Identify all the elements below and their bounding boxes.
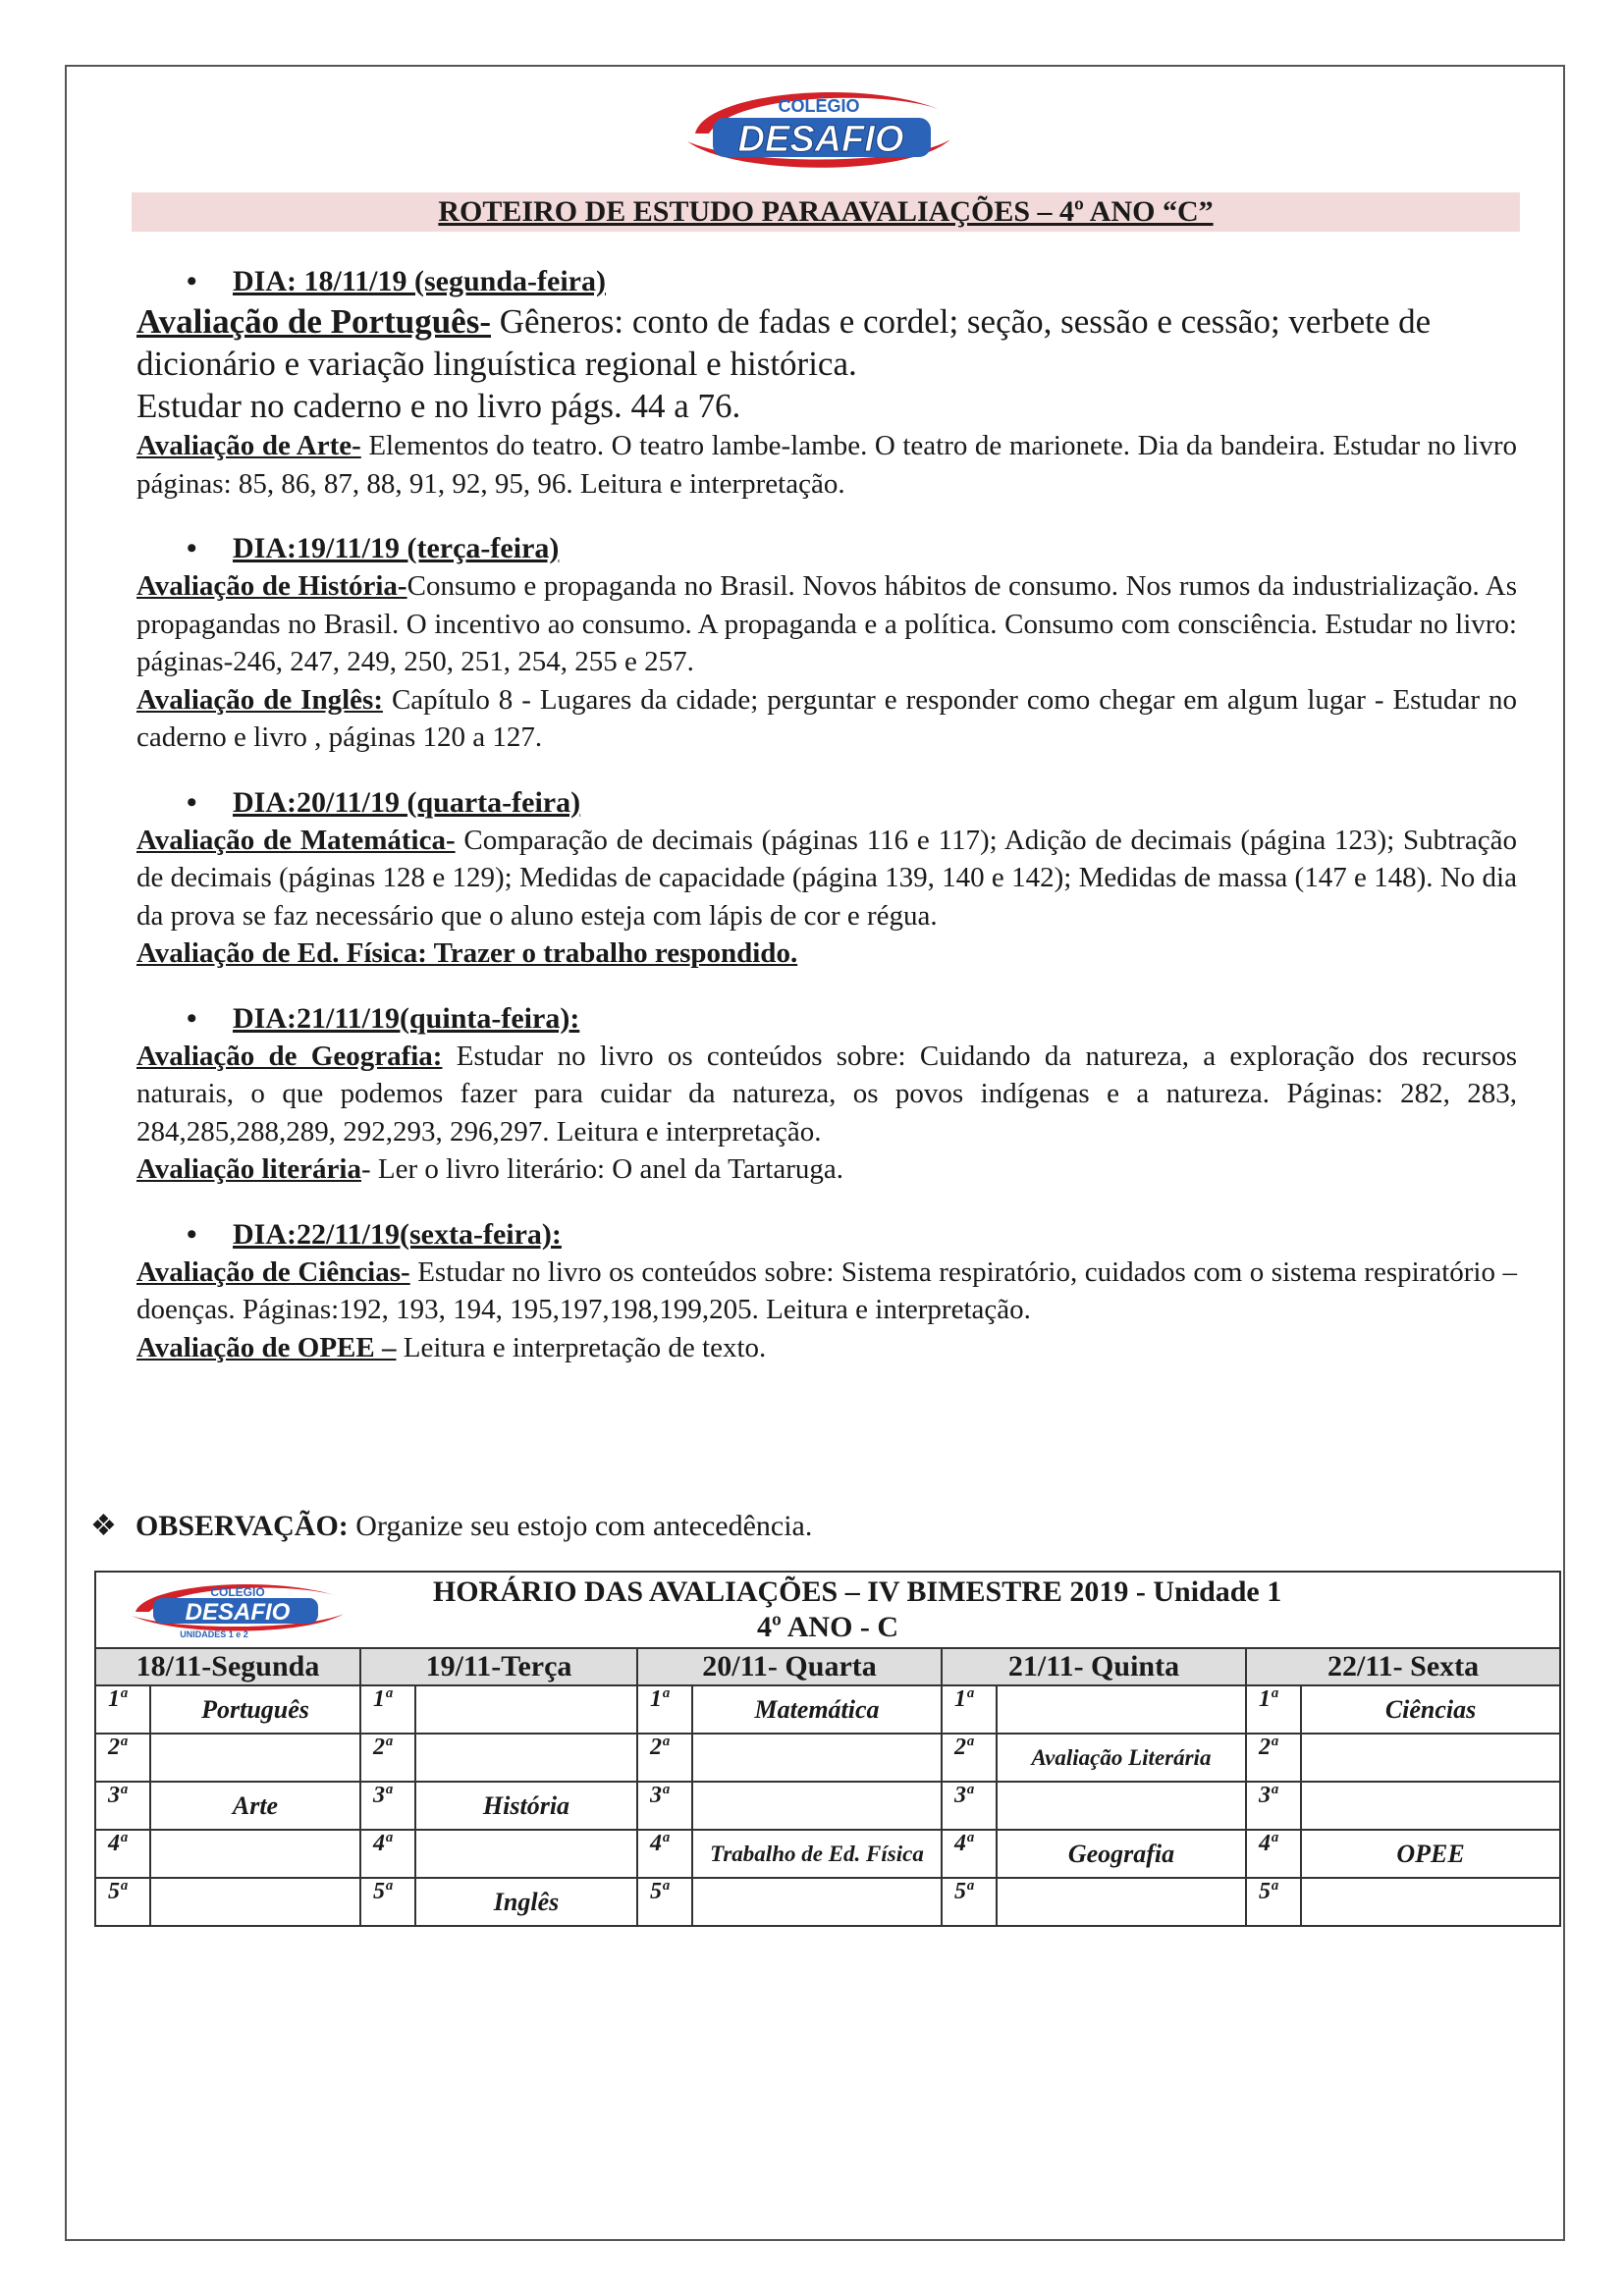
assessment-text: Leitura e interpretação de texto. bbox=[396, 1331, 767, 1363]
schedule-cell: História bbox=[415, 1782, 637, 1830]
schedule-cell: Português bbox=[150, 1685, 360, 1734]
schedule-cell bbox=[997, 1782, 1246, 1830]
assessment-subject: Avaliação de História- bbox=[136, 570, 407, 602]
assessment-item bbox=[136, 822, 1517, 935]
assessment-text: Consumo e propaganda no Brasil. Novos hábitos de consumo. Nos rumos da industrialização. As propagandas no Brasil. O incentivo ao consumo. A propaganda e a política. Consumo com consciência. Estudar no livro: páginas-246, 247, 249, 250, 251, 254, 255 e 257. bbox=[136, 570, 1517, 677]
slot-number: 2ª bbox=[942, 1734, 997, 1782]
slot-number: 2ª bbox=[637, 1734, 692, 1782]
logo-top-word: COLÉGIO bbox=[778, 96, 860, 116]
assessment-item bbox=[136, 1254, 1517, 1329]
schedule-row bbox=[95, 1830, 1560, 1878]
bullet-icon: • bbox=[187, 265, 197, 297]
slot-number: 5ª bbox=[942, 1878, 997, 1926]
schedule-cell bbox=[415, 1685, 637, 1734]
svg-text:COLÉGIO: COLÉGIO bbox=[210, 1585, 265, 1599]
schedule-day-header: 21/11- Quinta bbox=[942, 1648, 1246, 1685]
slot-number: 4ª bbox=[95, 1830, 150, 1878]
slot-number: 3ª bbox=[360, 1782, 415, 1830]
assessment-item bbox=[136, 567, 1517, 681]
schedule-cell bbox=[997, 1685, 1246, 1734]
bullet-icon: • bbox=[187, 1217, 197, 1251]
assessment-subject: Avaliação de Matemática- bbox=[136, 824, 456, 856]
slot-number: 2ª bbox=[1246, 1734, 1301, 1782]
schedule-cell bbox=[415, 1830, 637, 1878]
svg-text:DESAFIO: DESAFIO bbox=[185, 1599, 291, 1626]
schedule-cell bbox=[692, 1782, 942, 1830]
slot-number: 3ª bbox=[942, 1782, 997, 1830]
svg-text:UNIDADES 1 e 2: UNIDADES 1 e 2 bbox=[180, 1629, 248, 1639]
slot-number: 2ª bbox=[360, 1734, 415, 1782]
assessment-subject: Avaliação de Ed. Física: Trazer o trabalho respondido. bbox=[136, 937, 798, 969]
assessment-text: Estudar no livro os conteúdos sobre: Sistema respiratório, cuidados com o sistema respiratório – doenças. Páginas:192, 193, 194, 195,197,198,199,205. Leitura e interpretação. bbox=[136, 1255, 1517, 1325]
schedule-row bbox=[95, 1878, 1560, 1926]
schedule-day-header: 20/11- Quarta bbox=[637, 1648, 942, 1685]
slot-number: 1ª bbox=[942, 1685, 997, 1734]
schedule-cell bbox=[1301, 1782, 1560, 1830]
assessment-item bbox=[136, 300, 1517, 427]
assessment-subject: Avaliação de Português- bbox=[136, 302, 491, 341]
day-heading: • DIA:20/11/19 (quarta-feira) bbox=[136, 784, 1517, 822]
slot-number: 4ª bbox=[1246, 1830, 1301, 1878]
schedule-row bbox=[95, 1685, 1560, 1734]
assessment-item bbox=[136, 681, 1517, 757]
slot-number: 1ª bbox=[637, 1685, 692, 1734]
slot-number: 2ª bbox=[95, 1734, 150, 1782]
assessment-subject: Avaliação de Ciências- bbox=[136, 1255, 410, 1288]
assessment-item bbox=[136, 1150, 1517, 1189]
bullet-icon: • bbox=[187, 785, 197, 819]
schedule-cell bbox=[1301, 1878, 1560, 1926]
slot-number: 4ª bbox=[360, 1830, 415, 1878]
slot-number: 4ª bbox=[942, 1830, 997, 1878]
day-section bbox=[136, 784, 1517, 973]
assessment-item bbox=[136, 427, 1517, 503]
assessment-text: Capítulo 8 - Lugares da cidade; perguntar e responder como chegar em algum lugar - Estudar no caderno e livro , páginas 120 a 127. bbox=[136, 683, 1518, 753]
schedule-cell: OPEE bbox=[1301, 1830, 1560, 1878]
schedule-day-header: 19/11-Terça bbox=[360, 1648, 637, 1685]
colegio-desafio-small-logo bbox=[122, 1578, 348, 1639]
schedule-row bbox=[95, 1782, 1560, 1830]
schedule-cell: Trabalho de Ed. Física bbox=[692, 1830, 942, 1878]
schedule-cell bbox=[150, 1734, 360, 1782]
slot-number: 5ª bbox=[1246, 1878, 1301, 1926]
slot-number: 3ª bbox=[637, 1782, 692, 1830]
assessment-item bbox=[136, 934, 1517, 973]
observation: ❖ OBSERVAÇÃO: Organize seu estojo com antecedência. bbox=[90, 1508, 812, 1545]
schedule-cell: Ciências bbox=[1301, 1685, 1560, 1734]
assessment-text: Elementos do teatro. O teatro lambe-lambe. O teatro de marionete. Dia da bandeira. Estudar no livro páginas: 85, 86, 87, 88, 91, 92, 95, 96. Leitura e interpretação. bbox=[136, 430, 1517, 500]
schedule-day-header: 18/11-Segunda bbox=[95, 1648, 360, 1685]
schedule-cell bbox=[150, 1878, 360, 1926]
diamond-bullet-icon: ❖ bbox=[90, 1510, 117, 1542]
assessment-subject: Avaliação de OPEE – bbox=[136, 1331, 397, 1363]
slot-number: 1ª bbox=[360, 1685, 415, 1734]
bullet-icon: • bbox=[187, 1001, 197, 1035]
schedule-day-header: 22/11- Sexta bbox=[1246, 1648, 1560, 1685]
schedule-cell bbox=[150, 1830, 360, 1878]
day-heading: • DIA:22/11/19(sexta-feira): bbox=[136, 1216, 1517, 1254]
schedule-cell: Avaliação Literária bbox=[997, 1734, 1246, 1782]
assessment-text: Gêneros: conto de fadas e cordel; seção, sessão e cessão; verbete de dicionário e variação linguística regional e histórica. bbox=[136, 302, 1432, 383]
page-title: ROTEIRO DE ESTUDO PARAAVALIAÇÕES – 4º ANO “C” bbox=[132, 192, 1520, 232]
assessment-item bbox=[136, 1329, 1517, 1367]
schedule-cell: Arte bbox=[150, 1782, 360, 1830]
slot-number: 1ª bbox=[95, 1685, 150, 1734]
slot-number: 5ª bbox=[95, 1878, 150, 1926]
day-heading: • DIA:21/11/19(quinta-feira): bbox=[136, 1000, 1517, 1038]
schedule-cell bbox=[692, 1734, 942, 1782]
schedule-subtitle: 4º ANO - C bbox=[757, 1611, 899, 1643]
assessment-extra: Estudar no caderno e no livro págs. 44 a 76. bbox=[136, 387, 741, 425]
assessment-subject: Avaliação de Geografia: bbox=[136, 1040, 443, 1072]
bullet-icon: • bbox=[187, 532, 197, 564]
exam-schedule-table bbox=[94, 1571, 1561, 1927]
slot-number: 4ª bbox=[637, 1830, 692, 1878]
logo-main-word: DESAFIO bbox=[737, 119, 904, 160]
schedule-cell bbox=[415, 1734, 637, 1782]
assessment-subject: Avaliação de Arte- bbox=[136, 430, 361, 461]
schedule-cell bbox=[1301, 1734, 1560, 1782]
slot-number: 3ª bbox=[95, 1782, 150, 1830]
day-heading: • DIA:19/11/19 (terça-feira) bbox=[136, 530, 1517, 567]
day-section bbox=[136, 1216, 1517, 1367]
day-section bbox=[136, 1000, 1517, 1189]
slot-number: 1ª bbox=[1246, 1685, 1301, 1734]
schedule-cell: Geografia bbox=[997, 1830, 1246, 1878]
day-section bbox=[136, 530, 1517, 757]
schedule-cell: Inglês bbox=[415, 1878, 637, 1926]
slot-number: 5ª bbox=[360, 1878, 415, 1926]
assessment-text: Comparação de decimais (páginas 116 e 117); Adição de decimais (página 123); Subtração de decimais (páginas 128 e 129); Medidas de capacidade (página 139, 140 e 142); Medidas de massa (147 e 148). No dia da prova se faz necessário que o aluno esteja com lápis de cor e régua. bbox=[136, 824, 1517, 932]
schedule-title: HORÁRIO DAS AVALIAÇÕES – IV BIMESTRE 2019 - Unidade 1 bbox=[432, 1575, 1282, 1608]
schedule-cell bbox=[692, 1878, 942, 1926]
schedule-row bbox=[95, 1734, 1560, 1782]
assessment-item bbox=[136, 1038, 1517, 1151]
assessment-text: - Ler o livro literário: O anel da Tartaruga. bbox=[360, 1153, 844, 1185]
day-section bbox=[136, 263, 1517, 503]
assessment-text: Estudar no livro os conteúdos sobre: Cuidando da natureza, a exploração dos recursos naturais, o que podemos fazer para cuidar da natureza, os povos indígenas e a natureza. Páginas: 282, 283, 284,285,288,289, 292,293, 296,297. Leitura e interpretação. bbox=[136, 1040, 1517, 1148]
day-heading: • DIA: 18/11/19 (segunda-feira) bbox=[136, 263, 1517, 300]
study-guide bbox=[136, 263, 1517, 1394]
schedule-cell bbox=[997, 1878, 1246, 1926]
schedule-cell: Matemática bbox=[692, 1685, 942, 1734]
assessment-subject: Avaliação literária bbox=[136, 1153, 361, 1185]
schedule-header bbox=[95, 1572, 1560, 1648]
slot-number: 3ª bbox=[1246, 1782, 1301, 1830]
slot-number: 5ª bbox=[637, 1878, 692, 1926]
assessment-subject: Avaliação de Inglês: bbox=[136, 683, 383, 716]
colegio-desafio-logo bbox=[666, 82, 960, 173]
